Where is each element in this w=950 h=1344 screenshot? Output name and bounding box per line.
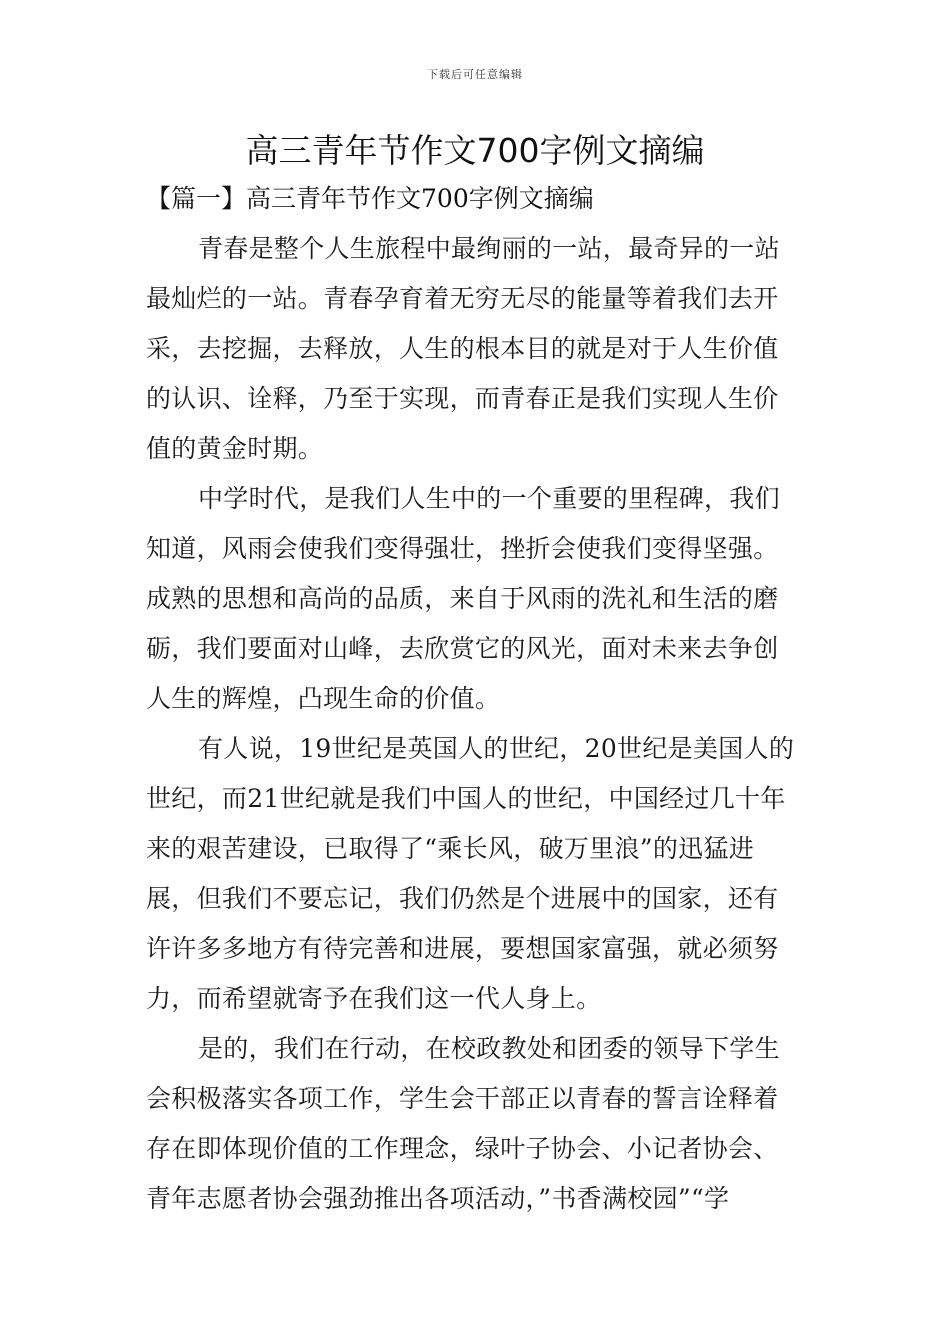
section-heading: 【篇一】高三青年节作文700字例文摘编 bbox=[146, 184, 594, 213]
document-title: 高三青年节作文700字例文摘编 bbox=[245, 131, 705, 170]
document-body bbox=[146, 224, 806, 1224]
paragraph-line: 值的黄金时期。 bbox=[146, 434, 324, 463]
paragraph-line: 青春是整个人生旅程中最绚丽的一站，最奇异的一站 bbox=[198, 234, 780, 263]
paragraph-line: 是的，我们在行动，在校政教处和团委的领导下学生 bbox=[198, 1034, 780, 1063]
paragraph-line: 最灿烂的一站。青春孕育着无穷无尽的能量等着我们去开 bbox=[146, 284, 779, 313]
paragraph-3 bbox=[146, 724, 806, 1024]
header-note: 下载后可任意编辑 bbox=[427, 68, 523, 81]
paragraph-line: 存在即体现价值的工作理念，绿叶子协会、小记者协会、 bbox=[146, 1134, 779, 1163]
paragraph-4 bbox=[146, 1024, 806, 1224]
paragraph-line: 展，但我们不要忘记，我们仍然是个进展中的国家，还有 bbox=[146, 884, 779, 913]
paragraph-line: 世纪，而21世纪就是我们中国人的世纪，中国经过几十年 bbox=[146, 784, 786, 813]
paragraph-line: 中学时代，是我们人生中的一个重要的里程碑，我们 bbox=[198, 484, 780, 513]
paragraph-line: 采，去挖掘，去释放，人生的根本目的就是对于人生价值 bbox=[146, 334, 779, 363]
paragraph-line: 会积极落实各项工作，学生会干部正以青春的誓言诠释着 bbox=[146, 1084, 779, 1113]
paragraph-line: 力，而希望就寄予在我们这一代人身上。 bbox=[146, 984, 602, 1013]
paragraph-1 bbox=[146, 224, 806, 474]
paragraph-line: 来的艰苦建设，已取得了“乘长风，破万里浪”的迅猛进 bbox=[146, 834, 755, 863]
paragraph-line: 成熟的思想和高尚的品质，来自于风雨的洗礼和生活的磨 bbox=[146, 584, 779, 613]
paragraph-line: 的认识、诠释，乃至于实现，而青春正是我们实现人生价 bbox=[146, 384, 779, 413]
paragraph-line: 人生的辉煌，凸现生命的价值。 bbox=[146, 684, 501, 713]
paragraph-line: 青年志愿者协会强劲推出各项活动，”书香满校园”“学 bbox=[146, 1184, 730, 1213]
paragraph-line: 许许多多地方有待完善和进展，要想国家富强，就必须努 bbox=[146, 934, 779, 963]
paragraph-line: 砺，我们要面对山峰，去欣赏它的风光，面对未来去争创 bbox=[146, 634, 779, 663]
paragraph-line: 知道，风雨会使我们变得强壮，挫折会使我们变得坚强。 bbox=[146, 534, 779, 563]
paragraph-2 bbox=[146, 474, 806, 724]
paragraph-line: 有人说，19世纪是英国人的世纪，20世纪是美国人的 bbox=[198, 734, 795, 763]
